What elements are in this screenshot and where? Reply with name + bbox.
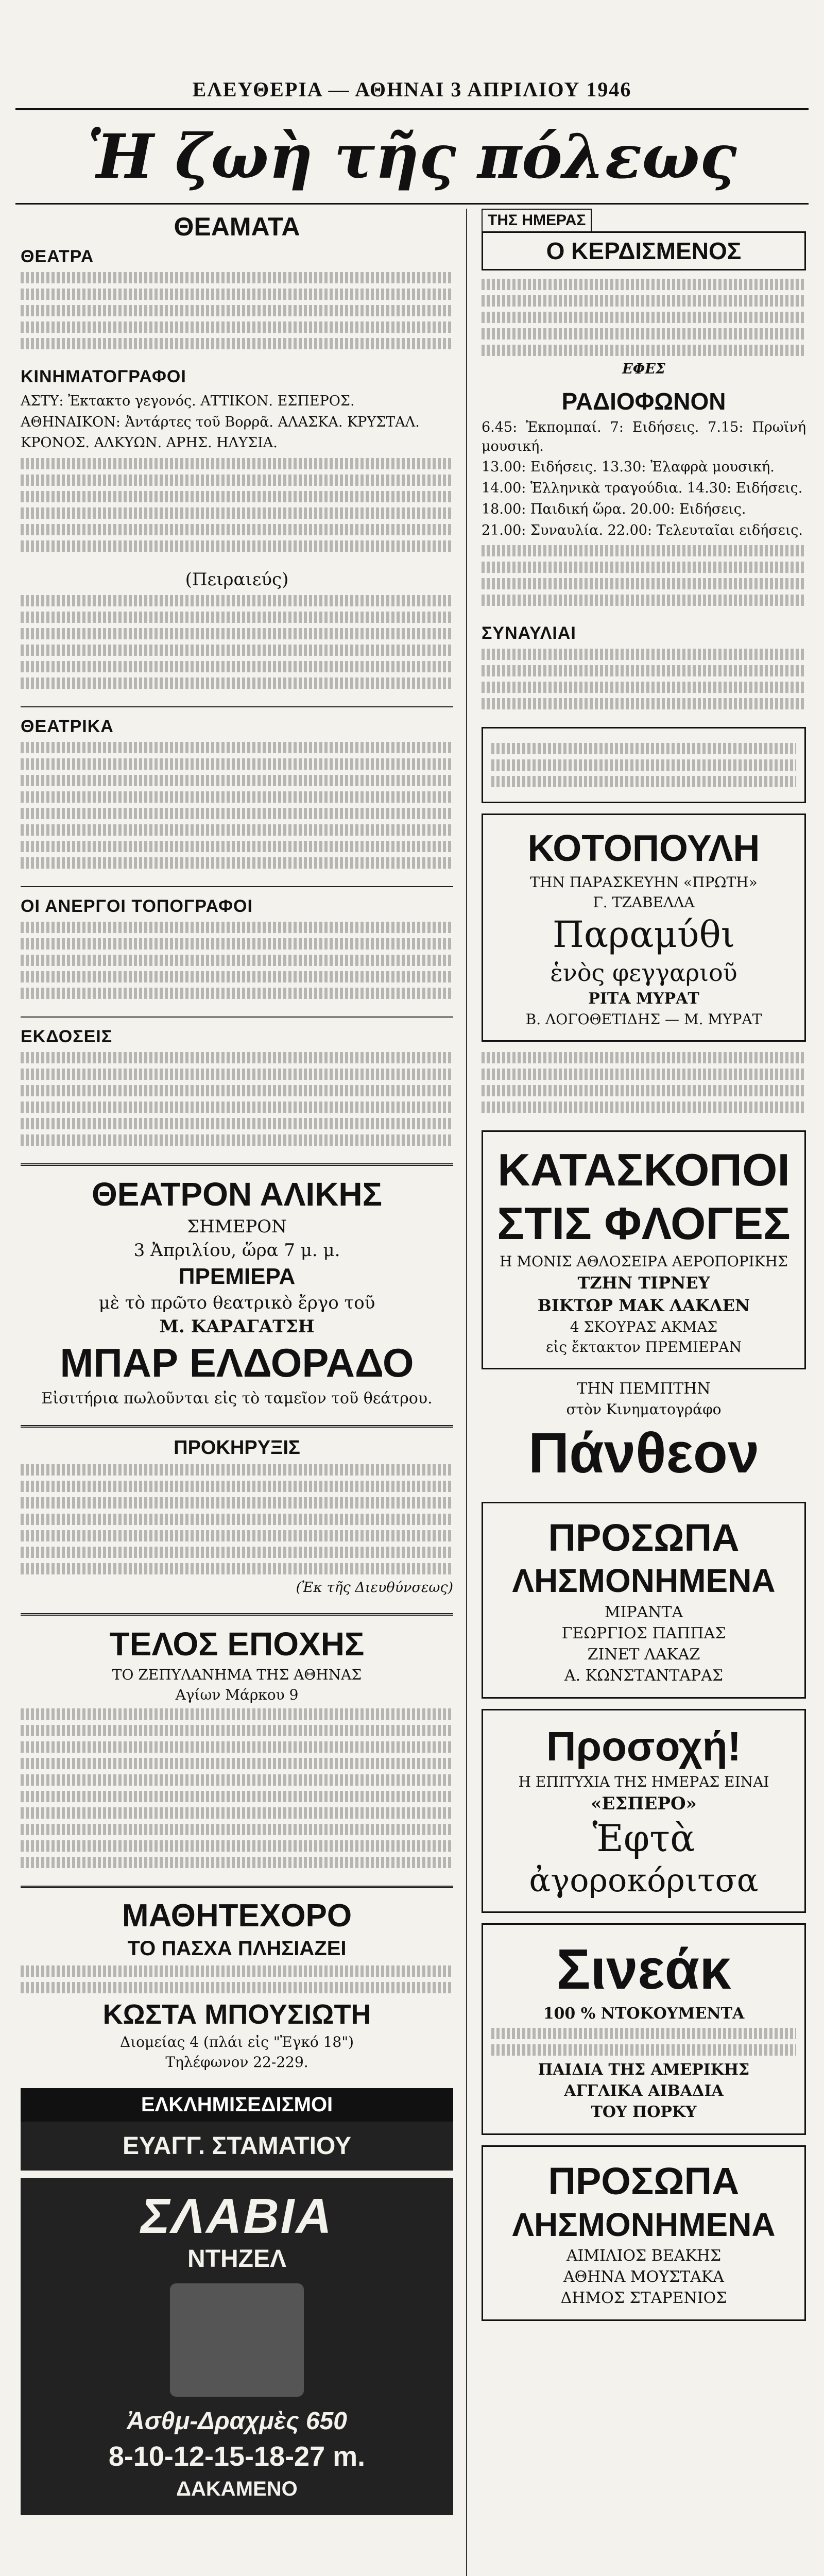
kinimatografoi-section <box>21 367 453 552</box>
kerdismenos-sign: ΕΦΕΣ <box>622 361 665 377</box>
sineak-name: Σινεάκ <box>556 1938 731 2002</box>
cinema-line: ΚΡΟΝΟΣ. ΑΛΚΥΩΝ. ΑΡΗΣ. ΗΛΥΣΙΑ. <box>21 435 278 451</box>
slavia-name: ΣΛΑΒΙΑ <box>141 2188 333 2244</box>
pantheon-sub: στὸν Κινηματογράφο <box>566 1401 722 1418</box>
mathitexoro-name: ΚΩΣΤΑ ΜΠΟΥΣΙΩΤΗ <box>102 1998 371 2030</box>
sineak-line4: ΤΟΥ ΠΟΡΚΥ <box>591 2103 697 2122</box>
cinema-line: ΑΘΗΝΑΙΚΟΝ: Ἀντάρτες τοῦ Βορρᾶ. ΑΛΑΣΚΑ. ΚΡΥΣΤΑΛ. <box>21 414 420 430</box>
kataskopoi-cast: ΤΖΗΝ ΤΙΡΝΕΥ <box>577 1273 710 1293</box>
pantheon-lead: ΤΗΝ ΠΕΜΠΤΗΝ <box>577 1380 711 1398</box>
kotopouli-author: Γ. ΤΖΑΒΕΛΛΑ <box>593 893 695 911</box>
anergoi-heading: ΟΙ ΑΝΕΡΓΟΙ ΤΟΠΟΓΡΑΦΟΙ <box>21 896 253 917</box>
ekdoseis-heading: ΕΚΔΟΣΕΙΣ <box>21 1027 113 1047</box>
kataskopoi-lead: Η ΜΟΝΙΣ ΑΘΛΟΣΕΙΡΑ ΑΕΡΟΠΟΡΙΚΗΣ <box>500 1253 788 1270</box>
alikis-author: Μ. ΚΑΡΑΓΑΤΣΗ <box>159 1316 315 1337</box>
prosoxi-ad <box>482 1709 806 1913</box>
alikis-title: ΘΕΑΤΡΟΝ ΑΛΙΚΗΣ <box>91 1176 383 1213</box>
kataskopoi-title1: ΚΑΤΑΣΚΟΠΟΙ <box>497 1144 790 1195</box>
prosopa2-title2: ΛΗΣΜΟΝΗΜΕΝΑ <box>512 2206 776 2243</box>
theatra-heading: ΘΕΑΤΡΑ <box>21 247 94 266</box>
kotopouli-play1: Παραμύθι <box>552 913 735 956</box>
alikis-byline: μὲ τὸ πρῶτο θεατρικὸ ἔργο τοῦ <box>98 1293 375 1314</box>
cinema-line: ΑΣΤΥ: Ἐκτακτο γεγονός. ΑΤΤΙΚΟΝ. ΕΣΠΕΡΟΣ. <box>21 393 355 409</box>
section-masthead: Ἡ ζωὴ τῆς πόλεως <box>15 108 809 205</box>
prosopa2-cast: ΑΙΜΙΛΙΟΣ ΒΕΑΚΗΣ <box>566 2247 722 2265</box>
alikis-play: ΜΠΑΡ ΕΛΔΟΡΑΔΟ <box>60 1340 414 1386</box>
imeras-label: ΤΗΣ ΗΜΕΡΑΣ <box>482 209 592 231</box>
pantheon-name: Πάνθεον <box>528 1421 760 1485</box>
pantheon-ad <box>482 1380 806 1484</box>
prosoxi-name2: ἀγοροκόριτσα <box>529 1861 759 1900</box>
prosopa-ad-2 <box>482 2145 806 2321</box>
anergoi-section <box>21 896 453 999</box>
prosoxi-line: Η ΕΠΙΤΥΧΙΑ ΤΗΣ ΗΜΕΡΑΣ ΕΙΝΑΙ <box>518 1773 769 1790</box>
kataskopoi-cast2: ΒΙΚΤΩΡ ΜΑΚ ΛΑΚΛΕΝ <box>537 1296 750 1316</box>
theamata-section <box>21 212 453 349</box>
radio-line: 21.00: Συναυλία. 22.00: Τελευταῖαι ειδήσεις. <box>482 522 803 538</box>
sineak-ad <box>482 1923 806 2135</box>
radio-line: 18.00: Παιδική ὥρα. 20.00: Ειδήσεις. <box>482 501 746 517</box>
radio-line: 13.00: Ειδήσεις. 13.30: Ἐλαφρὰ μουσική. <box>482 459 775 476</box>
prosopa2-title1: ΠΡΟΣΩΠΑ <box>548 2160 740 2203</box>
mathitexoro-phone: Τηλέφωνον 22-229. <box>165 2053 308 2071</box>
theatrika-section <box>21 717 453 869</box>
alikis-ad <box>21 1175 453 1408</box>
ekdoseis-section <box>21 1027 453 1146</box>
radio-section <box>482 387 806 606</box>
announcement-box <box>482 1052 806 1113</box>
synavliai-heading: ΣΥΝΑΥΛΙΑΙ <box>482 623 576 643</box>
prosopa1-title2: ΛΗΣΜΟΝΗΜΕΝΑ <box>512 1562 776 1600</box>
kataskopoi-title2: ΣΤΙΣ ΦΛΟΓΕΣ <box>497 1198 791 1249</box>
prosopa1-title1: ΠΡΟΣΩΠΑ <box>548 1516 740 1560</box>
telos-ad <box>21 1625 453 1868</box>
klimi-sub: ΕΥΑΓΓ. ΣΤΑΜΑΤΙΟΥ <box>123 2132 351 2160</box>
kotopouli-sub: ΤΗΝ ΠΑΡΑΣΚΕΥΗΝ «ΠΡΩΤΗ» <box>530 873 758 891</box>
slavia-line: Ἀσθμ-Δραχμὲς 650 <box>127 2407 347 2435</box>
peiraieus-section <box>21 569 453 689</box>
engine-illustration <box>170 2283 304 2397</box>
kerdismenos-title: Ο ΚΕΡΔΙΣΜΕΝΟΣ <box>482 231 806 270</box>
alikis-date: 3 Ἀπριλίου, ὥρα 7 μ. μ. <box>133 1240 340 1261</box>
slavia-sub: ΝΤΗΖΕΛ <box>187 2245 286 2273</box>
telos-sub2: Αγίων Μάρκου 9 <box>175 1686 299 1703</box>
alikis-when: ΣΗΜΕΡΟΝ <box>187 1216 287 1238</box>
slavia-times: 8-10-12-15-18-27 m. <box>108 2441 366 2472</box>
kataskopoi-ad <box>482 1130 806 1370</box>
running-head: ΕΛΕΥΘΕΡΙΑ — ΑΘΗΝΑΙ 3 ΑΠΡΙΛΙΟΥ 1946 <box>192 78 632 101</box>
telos-sub: ΤΟ ΖΕΠΥΛΑΝΗΜΑ ΤΗΣ ΑΘΗΝΑΣ <box>112 1666 362 1683</box>
prosopa2-cast: ΑΘΗΝΑ ΜΟΥΣΤΑΚΑ <box>563 2268 724 2286</box>
mathitexoro-addr: Διομείας 4 (πλάι εἰς "Ἐγκό 18") <box>119 2033 354 2050</box>
kataskopoi-note: 4 ΣΚΟΥΡΑΣ ΑΚΜΑΣ <box>570 1318 718 1336</box>
prosopa1-cast: ΖΙΝΕΤ ΛΑΚΑΖ <box>587 1645 700 1664</box>
prosopa1-cast: ΓΕΩΡΓΙΟΣ ΠΑΠΠΑΣ <box>561 1624 726 1642</box>
prosopa-ad-1 <box>482 1502 806 1699</box>
klimi-ad <box>21 2122 453 2171</box>
radio-line: 6.45: Ἐκπομπαί. 7: Ειδήσεις. 7.15: Πρωϊνή μουσική. <box>482 419 806 454</box>
prokiryxis-heading: ΠΡΟΚΗΡΥΞΙΣ <box>174 1436 300 1459</box>
agorasmos-notice <box>482 727 806 803</box>
prosopa2-cast: ΔΗΜΟΣ ΣΤΑΡΕΝΙΟΣ <box>560 2289 727 2308</box>
alikis-premiere: ΠΡΕΜΙΕΡΑ <box>178 1264 296 1290</box>
mathitexoro-ad <box>21 1897 453 2071</box>
kataskopoi-premiere: εἰς ἔκτακτον ΠΡΕΜΙΕΡΑΝ <box>545 1338 742 1356</box>
theamata-title: ΘΕΑΜΑΤΑ <box>174 212 300 241</box>
klimi-bar: ΕΛΚΛΗΜΙΣΕΔΙΣΜΟΙ <box>21 2088 453 2122</box>
slavia-ad <box>21 2178 453 2515</box>
sineak-line3: ΑΓΓΛΙΚΑ ΑΙΒΑΔΙΑ <box>564 2082 724 2100</box>
alikis-note: Εἰσιτήρια πωλοῦνται εἰς τὸ ταμεῖον τοῦ θεάτρου. <box>41 1389 433 1408</box>
kotopouli-cast1: ΡΙΤΑ ΜΥΡΑΤ <box>588 989 699 1008</box>
synavliai-section <box>482 623 806 709</box>
telos-title: ΤΕΛΟΣ ΕΠΟΧΗΣ <box>109 1625 365 1663</box>
prokiryxis-sign: (Ἐκ τῆς Διευθύνσεως) <box>296 1579 453 1596</box>
illegible-text <box>21 272 453 283</box>
right-column <box>482 209 806 2331</box>
sineak-line: 100 % ΝΤΟΚΟΥΜΕΝΤΑ <box>543 2005 745 2023</box>
sineak-line2: ΠΑΙΔΙΑ ΤΗΣ ΑΜΕΡΙΚΗΣ <box>538 2061 750 2079</box>
kotopouli-cast2: Β. ΛΟΓΟΘΕΤΙΔΗΣ — Μ. ΜΥΡΑΤ <box>525 1010 762 1028</box>
prosopa1-cast: ΜΙΡΑΝΤΑ <box>604 1603 683 1621</box>
divider <box>21 706 453 707</box>
prosoxi-name1: Ἑφτὰ <box>592 1816 695 1860</box>
column-divider <box>466 209 467 2576</box>
kinimatografoi-heading: ΚΙΝΗΜΑΤΟΓΡΑΦΟΙ <box>21 367 186 386</box>
kotopouli-play2: ἑνὸς φεγγαριοῦ <box>550 958 737 987</box>
prosopa1-cast: Α. ΚΩΝΣΤΑΝΤΑΡΑΣ <box>564 1666 724 1685</box>
radio-heading: ΡΑΔΙΟΦΩΝΟΝ <box>561 388 726 415</box>
slavia-addr: ΔΑΚΑΜΕΝΟ <box>176 2477 298 2500</box>
theatrika-heading: ΘΕΑΤΡΙΚΑ <box>21 717 114 737</box>
kotopouli-ad <box>482 814 806 1041</box>
radio-line: 14.00: Ἑλληνικὰ τραγούδια. 14.30: Ειδήσεις. <box>482 480 803 497</box>
kotopouli-title: ΚΟΤΟΠΟΥΛΗ <box>527 828 760 870</box>
peiraieus-heading: (Πειραιεύς) <box>185 569 289 590</box>
prosoxi-title: Προσοχή! <box>546 1723 742 1769</box>
prosoxi-line2: «ΕΣΠΕΡΟ» <box>591 1793 697 1814</box>
left-column <box>21 209 453 2515</box>
mathitexoro-title: ΜΑΘΗΤΕΧΟΡΟ <box>122 1897 352 1934</box>
mathitexoro-line1: ΤΟ ΠΑΣΧΑ ΠΛΗΣΙΑΖΕΙ <box>127 1937 347 1960</box>
prokiryxis-section <box>21 1437 453 1596</box>
